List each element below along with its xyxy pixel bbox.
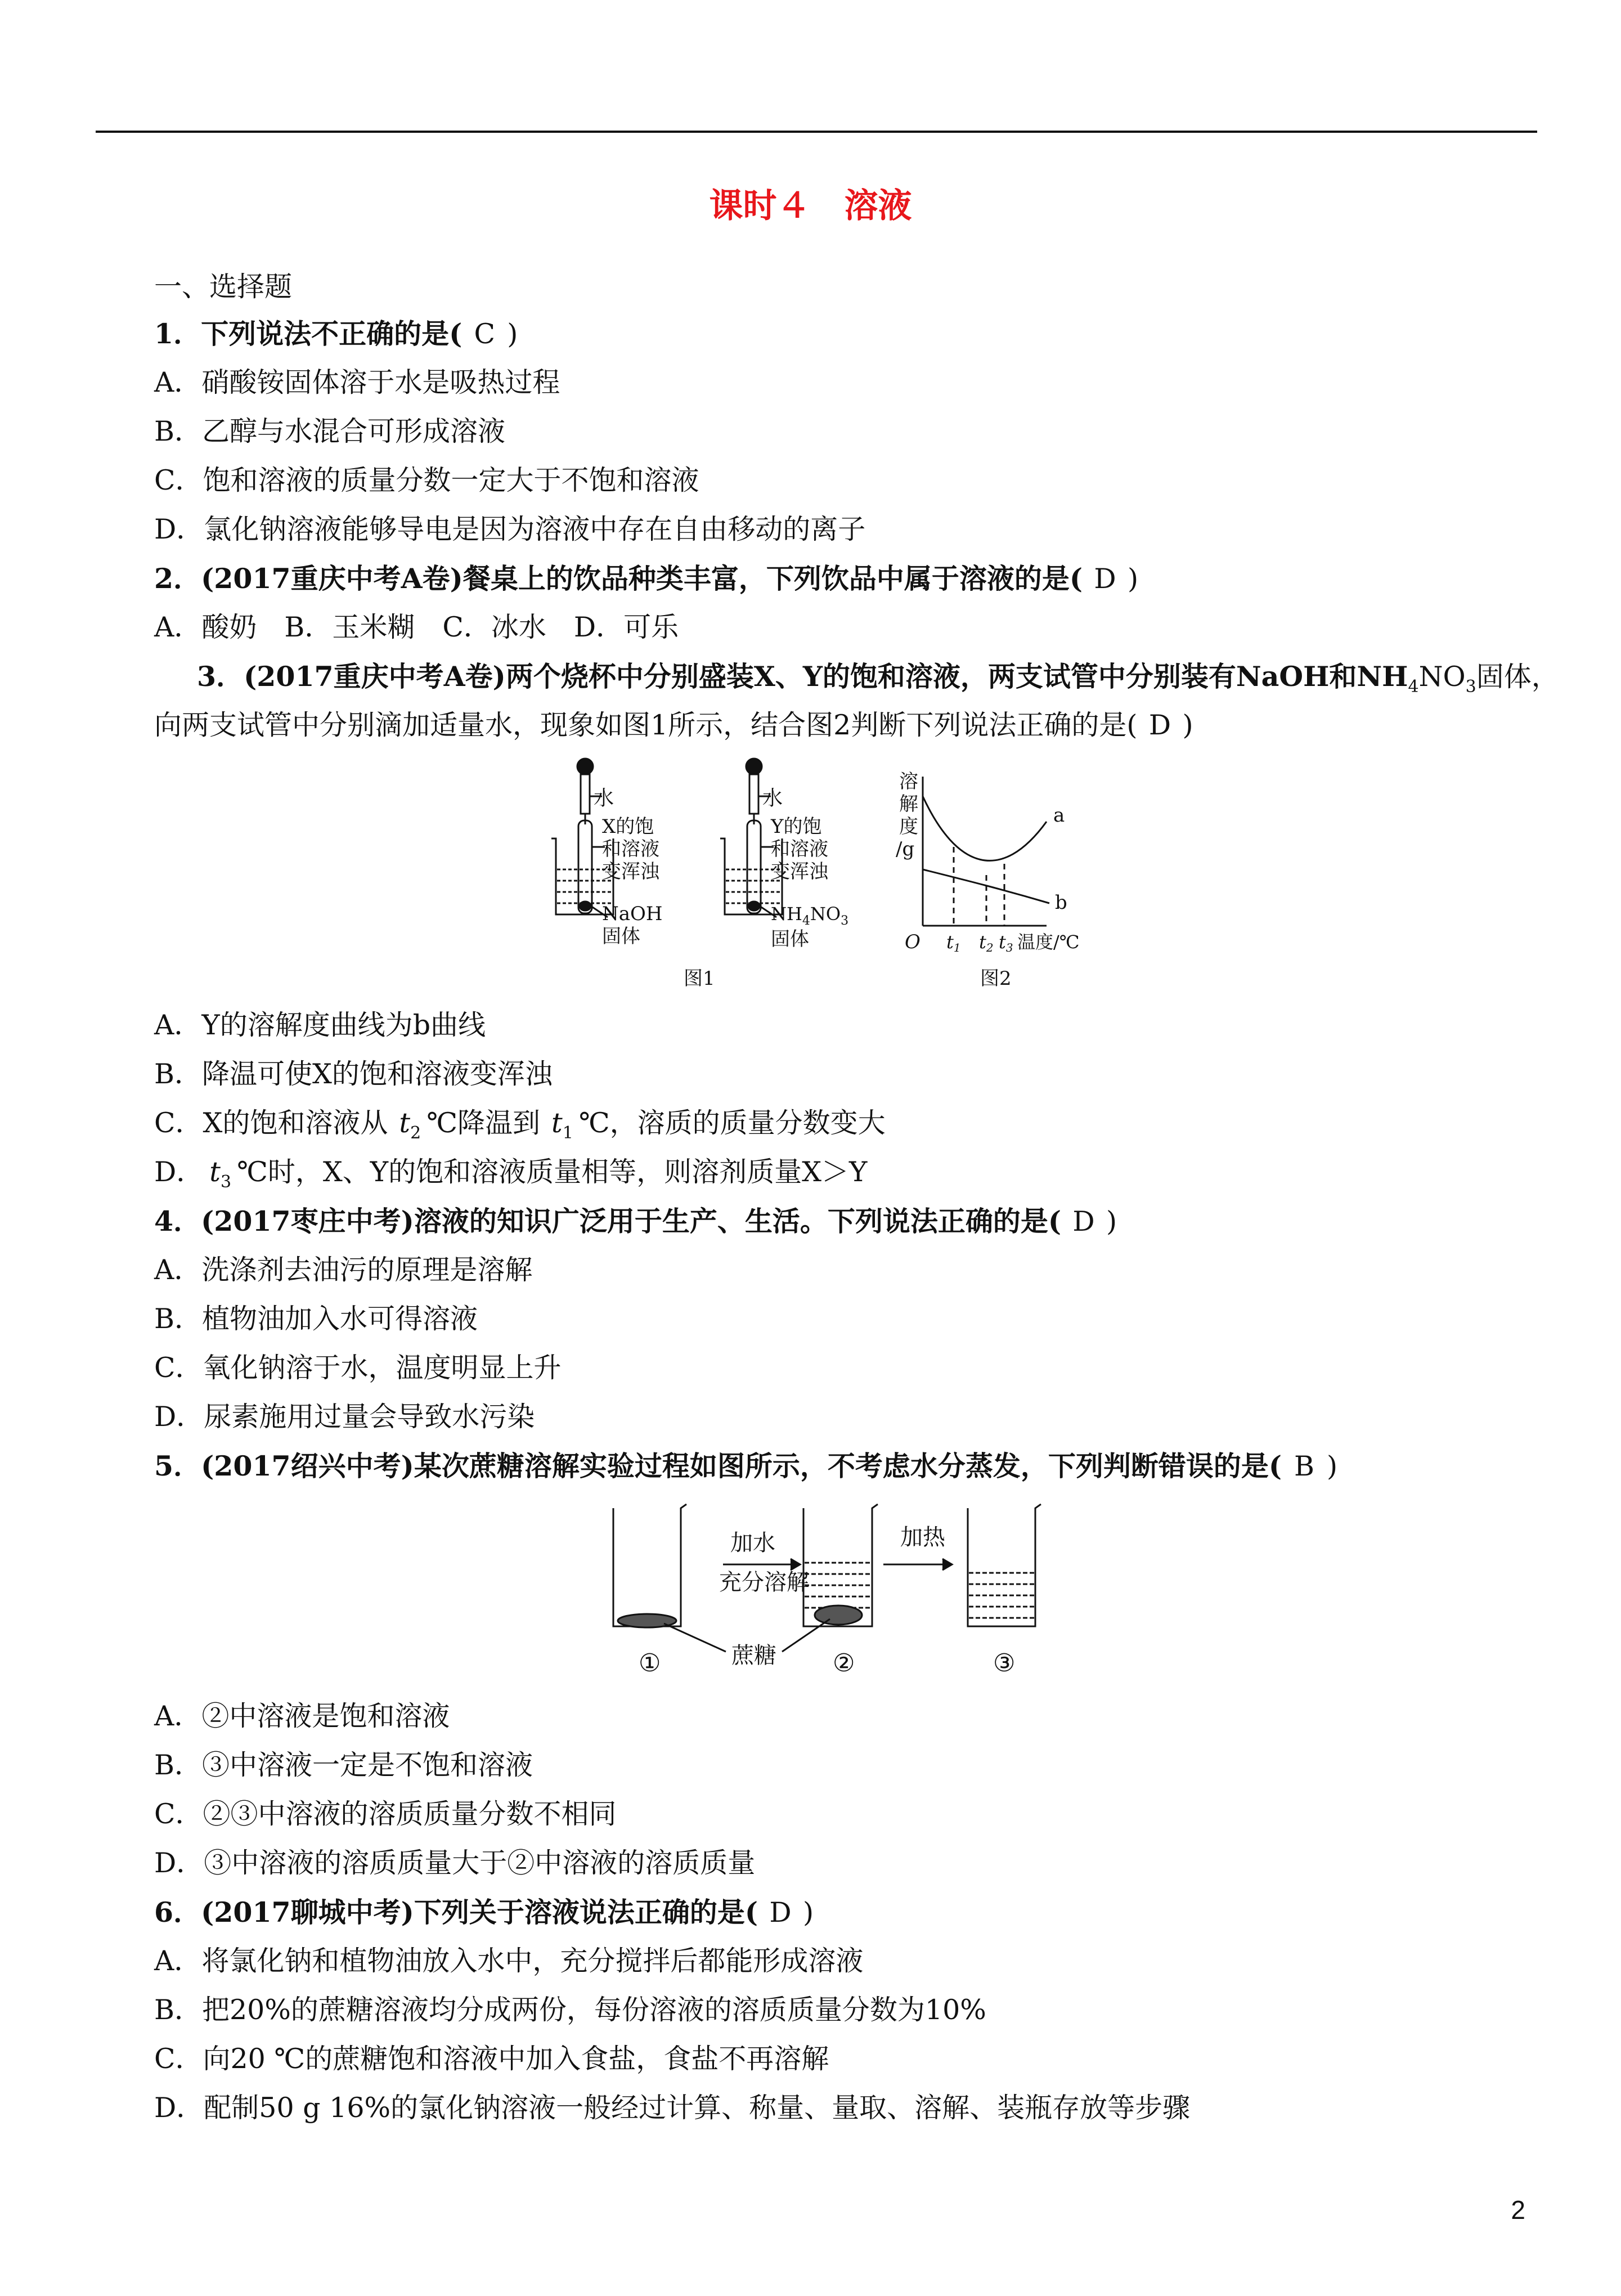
option-c-part1: C．X的饱和溶液从 [154, 1107, 388, 1139]
option-c-t1: t [551, 1107, 563, 1139]
fig2-curve-a-label: a [1053, 804, 1065, 827]
option-c-t1-sub: 1 [562, 1123, 573, 1143]
fig1-right-line2: 和溶液 [771, 838, 828, 860]
option-c-part3: ℃，溶质的质量分数变大 [578, 1107, 886, 1139]
question-6-text: 6．(2017聊城中考)下列关于溶液说法正确的是( [154, 1896, 758, 1929]
fig2-t2: t2 [979, 931, 994, 954]
question-3-close: ) [1182, 709, 1193, 741]
question-1-answer: C [474, 318, 496, 350]
fig1-left-solid2: 固体 [602, 925, 640, 948]
fig1-right-solid2: 固体 [771, 928, 809, 950]
question-6-option-b: B．把20%的蔗糖溶液均分成两份，每份溶液的溶质质量分数为10% [154, 1994, 986, 2026]
subscript-3: 3 [1465, 676, 1476, 697]
question-3-stem-line2 [154, 708, 1193, 742]
question-6-option-d: D．配制50 g 16%的氯化钠溶液一般经过计算、称量、量取、溶解、装瓶存放等步骤 [154, 2092, 1191, 2124]
question-1-stem [154, 317, 518, 351]
header-rule [96, 131, 1537, 133]
fig2-ylabel-3: 度 [899, 815, 918, 838]
question-5-option-b: B．③中溶液一定是不饱和溶液 [154, 1749, 533, 1781]
question-1-option-a: A．硝酸铵固体溶于水是吸热过程 [154, 366, 560, 398]
question-5-text: 5．(2017绍兴中考)某次蔗糖溶解实验过程如图所示，不考虑水分蒸发，下列判断错误的是( [154, 1450, 1282, 1482]
beaker-3 [968, 1504, 1041, 1626]
fig1-water-right: 水 [762, 787, 783, 810]
fig2-ylabel-2: 解 [899, 793, 918, 815]
section-heading: 一、选择题 [154, 271, 293, 303]
question-5-option-d: D．③中溶液的溶质质量大于②中溶液的溶质质量 [154, 1847, 756, 1879]
fig5-label-2: ② [833, 1649, 855, 1678]
fig1-right-line1: Y的饱 [771, 815, 822, 838]
sugar-pile-2 [815, 1606, 862, 1625]
question-3-option-c [154, 1106, 886, 1150]
nitrate-no: NO [1418, 661, 1466, 693]
option-d-t3-sub: 3 [221, 1172, 232, 1192]
fig2-t1: t1 [946, 931, 961, 954]
page-title: 课时４ 溶液 [709, 186, 912, 226]
question-3-stem-line1 [197, 660, 1559, 704]
question-4-text: 4．(2017枣庄中考)溶液的知识广泛用于生产、生活。下列说法正确的是( [154, 1205, 1062, 1237]
fig5-arrow1-bottom: 充分溶解 [719, 1569, 809, 1595]
fig1-right-line3: 变浑浊 [771, 860, 828, 883]
question-6-option-c: C．向20 ℃的蔗糖饱和溶液中加入食盐，食盐不再溶解 [154, 2043, 829, 2075]
question-2-options: A．酸奶 B．玉米糊 C．冰水 D．可乐 [154, 611, 679, 643]
question-5-option-a: A．②中溶液是饱和溶液 [154, 1700, 450, 1732]
fig1-water-left: 水 [594, 787, 614, 810]
subscript-4: 4 [1408, 676, 1419, 697]
fig2-t3: t3 [999, 931, 1013, 954]
question-2-text: 2．(2017重庆中考A卷)餐桌上的饮品种类丰富，下列饮品中属于溶液的是( [154, 562, 1083, 595]
fig2-ylabel-1: 溶 [899, 770, 918, 793]
dropper-bulb-right [746, 759, 762, 774]
question-6-answer: D [769, 1896, 792, 1929]
question-4-answer: D [1072, 1205, 1095, 1237]
option-d-t3: t [209, 1156, 221, 1188]
question-5-answer: B [1294, 1450, 1315, 1482]
question-6-stem [154, 1895, 814, 1930]
question-4-option-c: C．氧化钠溶于水，温度明显上升 [154, 1352, 562, 1384]
fig5-arrow2-top: 加热 [900, 1524, 945, 1550]
question-3-answer: D [1148, 709, 1171, 741]
question-1-close: ) [507, 318, 518, 350]
fig1-left-solid1: NaOH [602, 903, 663, 925]
fig1-right-solid1: $NH_4NO_3$ [771, 903, 849, 928]
fig5-arrow1-top: 加水 [730, 1530, 775, 1556]
beaker-1 [613, 1504, 686, 1626]
question-3-text-2: 向两支试管中分别滴加适量水，现象如图1所示，结合图2判断下列说法正确的是( [154, 709, 1138, 741]
question-3-option-b: B．降温可使X的饱和溶液变浑浊 [154, 1058, 553, 1090]
fig2-ylabel-4: /g [896, 838, 915, 860]
question-5-option-c: C．②③中溶液的溶质质量分数不相同 [154, 1798, 617, 1830]
question-3-figures [540, 754, 1137, 1002]
fig5-label-1: ① [639, 1649, 661, 1678]
question-5-figure [596, 1500, 1075, 1685]
question-4-option-a: A．洗涤剂去油污的原理是溶解 [154, 1254, 533, 1286]
question-4-option-d: D．尿素施用过量会导致水污染 [154, 1401, 535, 1433]
question-1-text: 1．下列说法不正确的是( [154, 317, 462, 350]
fig1-left-line3: 变浑浊 [602, 860, 659, 883]
curve-a [923, 796, 1047, 860]
dropper-bulb-left [577, 759, 593, 774]
fig2-xlabel: 温度/℃ [1017, 931, 1080, 953]
question-2-answer: D [1094, 563, 1116, 595]
question-5-stem [154, 1449, 1337, 1483]
test-tube-left [578, 820, 592, 913]
fig5-label-sugar: 蔗糖 [731, 1643, 776, 1669]
option-c-t2: t [399, 1107, 411, 1139]
question-3-stem-end: 固体， [1476, 661, 1559, 693]
question-2-stem [154, 562, 1138, 596]
page-number: 2 [1511, 2195, 1525, 2225]
option-d-part2: ℃时，X、Y的饱和溶液质量相等，则溶剂质量X＞Y [237, 1156, 868, 1188]
fig5-label-3: ③ [993, 1649, 1016, 1678]
question-6-close: ) [803, 1896, 814, 1929]
test-tube-right [747, 820, 761, 913]
fig2-origin: O [905, 931, 920, 953]
question-3-option-d [154, 1155, 867, 1199]
question-5-close: ) [1327, 1450, 1338, 1482]
fig1-left-line1: X的饱 [602, 815, 654, 838]
question-3-option-a: A．Y的溶解度曲线为b曲线 [154, 1009, 486, 1041]
fig2-curve-b-label: b [1055, 891, 1067, 914]
fig1-left-line2: 和溶液 [602, 838, 659, 860]
question-1-option-c: C．饱和溶液的质量分数一定大于不饱和溶液 [154, 464, 699, 496]
dropper-tube-right [749, 774, 758, 814]
question-4-stem [154, 1204, 1117, 1239]
option-c-t2-sub: 2 [410, 1123, 421, 1143]
option-c-part2: ℃降温到 [426, 1107, 541, 1139]
question-6-option-a: A．将氯化钠和植物油放入水中，充分搅拌后都能形成溶液 [154, 1945, 864, 1977]
question-1-option-b: B．乙醇与水混合可形成溶液 [154, 415, 506, 447]
question-2-close: ) [1128, 563, 1139, 595]
option-d-part1: D． [154, 1156, 204, 1188]
question-3-text: 3．(2017重庆中考A卷)两个烧杯中分别盛装X、Y的饱和溶液，两支试管中分别装有NaOH和NH [197, 660, 1408, 693]
fig2-caption: 图2 [980, 967, 1012, 990]
question-4-option-b: B．植物油加入水可得溶液 [154, 1303, 478, 1335]
question-1-option-d: D．氯化钠溶液能够导电是因为溶液中存在自由移动的离子 [154, 513, 866, 545]
fig1-caption: 图1 [684, 967, 715, 990]
dropper-tube-left [581, 774, 590, 814]
question-4-close: ) [1106, 1205, 1117, 1237]
